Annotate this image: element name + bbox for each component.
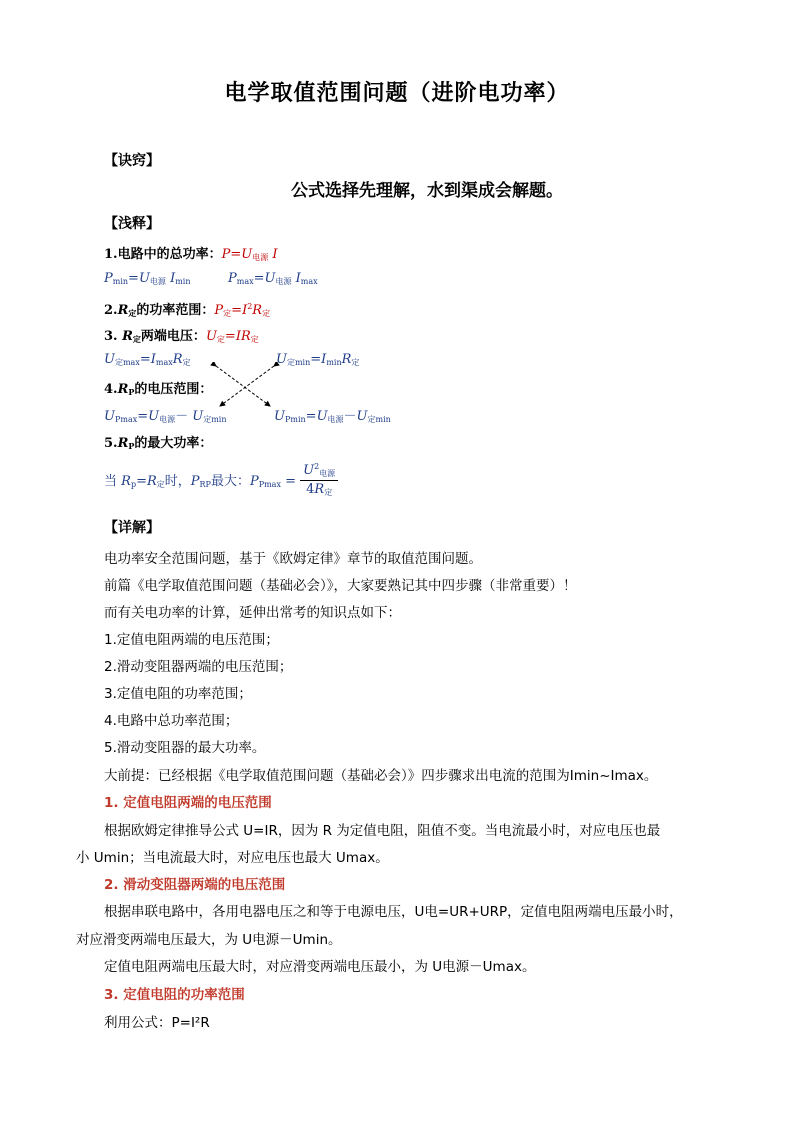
- h1-text-b: 小 Umin；当电流最大时，对应电压也最大 Umax。: [76, 850, 389, 866]
- u-p-min-formula: $U_{Pmin}=U_{电源}-U_{定min}$: [274, 409, 391, 424]
- p-min-formula: $P_{min}=U_{电源}$ $I_{min}$: [104, 271, 191, 286]
- h3-text: 利用公式：P=I²R: [104, 1015, 210, 1031]
- h2-text-b: 对应滑变两端电压最大，为 U电源－Umin。: [76, 932, 342, 948]
- premise-text: 大前提：已经根据《电学取值范围问题（基础必会）》四步骤求出电流的范围为Imin~Imax。: [104, 768, 658, 784]
- heading-voltage-fixed-resistor: 1. 定值电阻两端的电压范围: [104, 795, 272, 811]
- detail-paragraph-3: 而有关电功率的计算，延伸出常考的知识点如下：: [104, 605, 401, 621]
- page-title: 电学取值范围问题（进阶电功率）: [224, 80, 570, 106]
- secret-heading: 【诀窍】: [104, 153, 160, 169]
- u-r-min-formula: $U_{定min}=I_{min}R_定$: [276, 352, 360, 367]
- h2-text-a: 根据串联电路中，各用电器电压之和等于电源电压，U电=UR+URP，定值电阻两端电压最小时，: [104, 904, 683, 920]
- cross-arrows-icon: [210, 362, 280, 410]
- list-item: 3.定值电阻的功率范围；: [104, 686, 252, 702]
- total-power-line: 1.电路中的总功率：$P=U_{电源}$ I: [104, 247, 278, 262]
- brief-heading: 【浅释】: [104, 216, 160, 232]
- detail-paragraph-1: 电功率安全范围问题，基于《欧姆定律》章节的取值范围问题。: [104, 551, 482, 567]
- u-p-max-formula: $U_{Pmax}=U_{电源}- U_{定min}$: [104, 409, 227, 424]
- rp-max-power-formula: 当 $R_p=R_定$时，$P_{RP}$最大：$P_{Pmax}$ = $\frac{U^2_{电源}}{4R_定}$: [104, 462, 338, 498]
- list-item: 4.电路中总功率范围；: [104, 713, 239, 729]
- rp-voltage-label: $4.R_P$的电压范围：: [104, 382, 213, 397]
- r-voltage-line: 3. $R_定$两端电压：$U_定=IR_定$: [104, 329, 259, 344]
- heading-voltage-rheostat: 2. 滑动变阻器两端的电压范围: [104, 877, 286, 893]
- u-r-max-formula: $U_{定max}=I_{max}R_定$: [104, 352, 191, 367]
- detail-heading: 【详解】: [104, 520, 160, 536]
- list-item: 5.滑动变阻器的最大功率。: [104, 740, 266, 756]
- rp-max-power-label: $5.R_P$的最大功率：: [104, 436, 213, 451]
- list-item: 2.滑动变阻器两端的电压范围；: [104, 659, 293, 675]
- list-item: 1.定值电阻两端的电压范围；: [104, 632, 279, 648]
- detail-paragraph-2: 前篇《电学取值范围问题（基础必会）》，大家要熟记其中四步骤（非常重要）！: [104, 578, 577, 594]
- h1-text-a: 根据欧姆定律推导公式 U=IR，因为 R 为定值电阻，阻值不变。当电流最小时，对应电压也最: [104, 823, 661, 839]
- heading-power-fixed-resistor: 3. 定值电阻的功率范围: [104, 987, 245, 1003]
- r-power-line: $2.R_定$的功率范围：$P_定=I^2R_定$: [104, 302, 271, 318]
- motto: 公式选择先理解，水到渠成会解题。: [291, 181, 563, 201]
- p-max-formula: $P_{max}=U_{电源}$ $I_{max}$: [228, 271, 318, 286]
- h2-text-c: 定值电阻两端电压最大时，对应滑变两端电压最小，为 U电源－Umax。: [104, 959, 536, 975]
